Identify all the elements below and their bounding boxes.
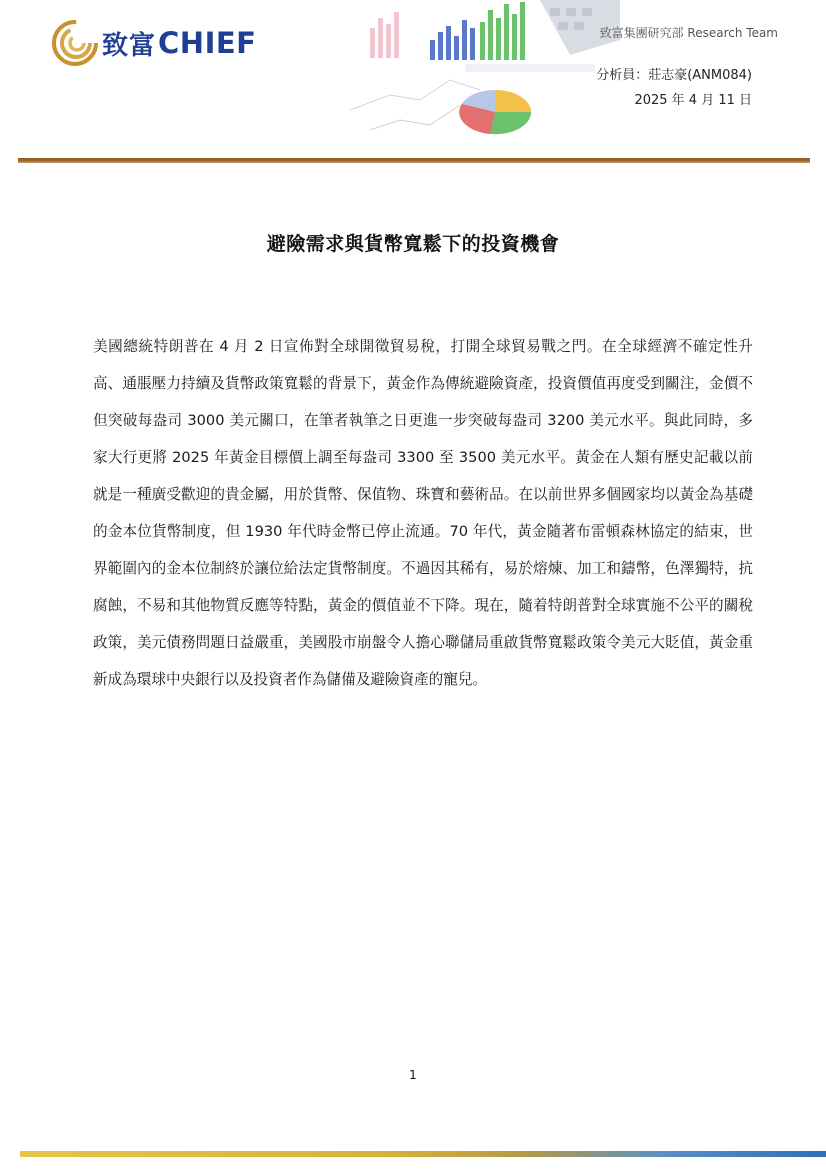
header-divider	[18, 158, 810, 163]
footer-color-bar	[20, 1151, 826, 1157]
logo-english-name: CHIEF	[158, 26, 257, 60]
logo-chinese-name: 致富	[102, 30, 157, 61]
page-number: 1	[409, 1068, 417, 1082]
research-team-label: 致富集團研究部 Research Team	[599, 26, 778, 40]
company-logo	[52, 20, 256, 66]
article-body: 美國總統特朗普在 4 月 2 日宣佈對全球開徵貿易稅，打開全球貿易戰之門。在全球經濟不確定性升高、通脹壓力持續及貨幣政策寬鬆的背景下，黃金作為傳統避險資產，投資價值再度受到關注，金價不但突破每盎司 3000 美元關口，在筆者執筆之日更進一步突破每盎司 3200 美元水平。與此同時，多家大行更將 2025 年黃金目標價上調至每盎司 3300 至 3500 美元水平。黃金在人類有歷史記載以前就是一種廣受歡迎的貴金屬，用於貨幣、保值物、珠寶和藝術品。在以前世界多個國家均以黃金為基礎的金本位貨幣制度，但 1930 年代時金幣已停止流通。70 年代，黃金隨著布雷頓森林協定的結束，世界範圍內的金本位制終於讓位給法定貨幣制度。不過因其稀有，易於熔煉、加工和鑄幣，色澤獨特，抗腐蝕，不易和其他物質反應等特點，黃金的價值並不下降。現在，隨着特朗普對全球實施不公平的關稅政策，美元債務問題日益嚴重，美國股市崩盤令人擔心聯儲局重啟貨幣寬鬆政策令美元大貶值，黃金重新成為環球中央銀行以及投資者作為儲備及避險資產的寵兒。	[93, 338, 753, 688]
page-header	[0, 0, 826, 165]
analyst-name: 分析員：莊志豪(ANM084)	[596, 68, 752, 83]
article-title: 避險需求與貨幣寬鬆下的投資機會	[266, 233, 560, 255]
chief-swirl-logo-icon	[52, 20, 98, 66]
report-date: 2025 年 4 月 11 日	[634, 93, 752, 108]
